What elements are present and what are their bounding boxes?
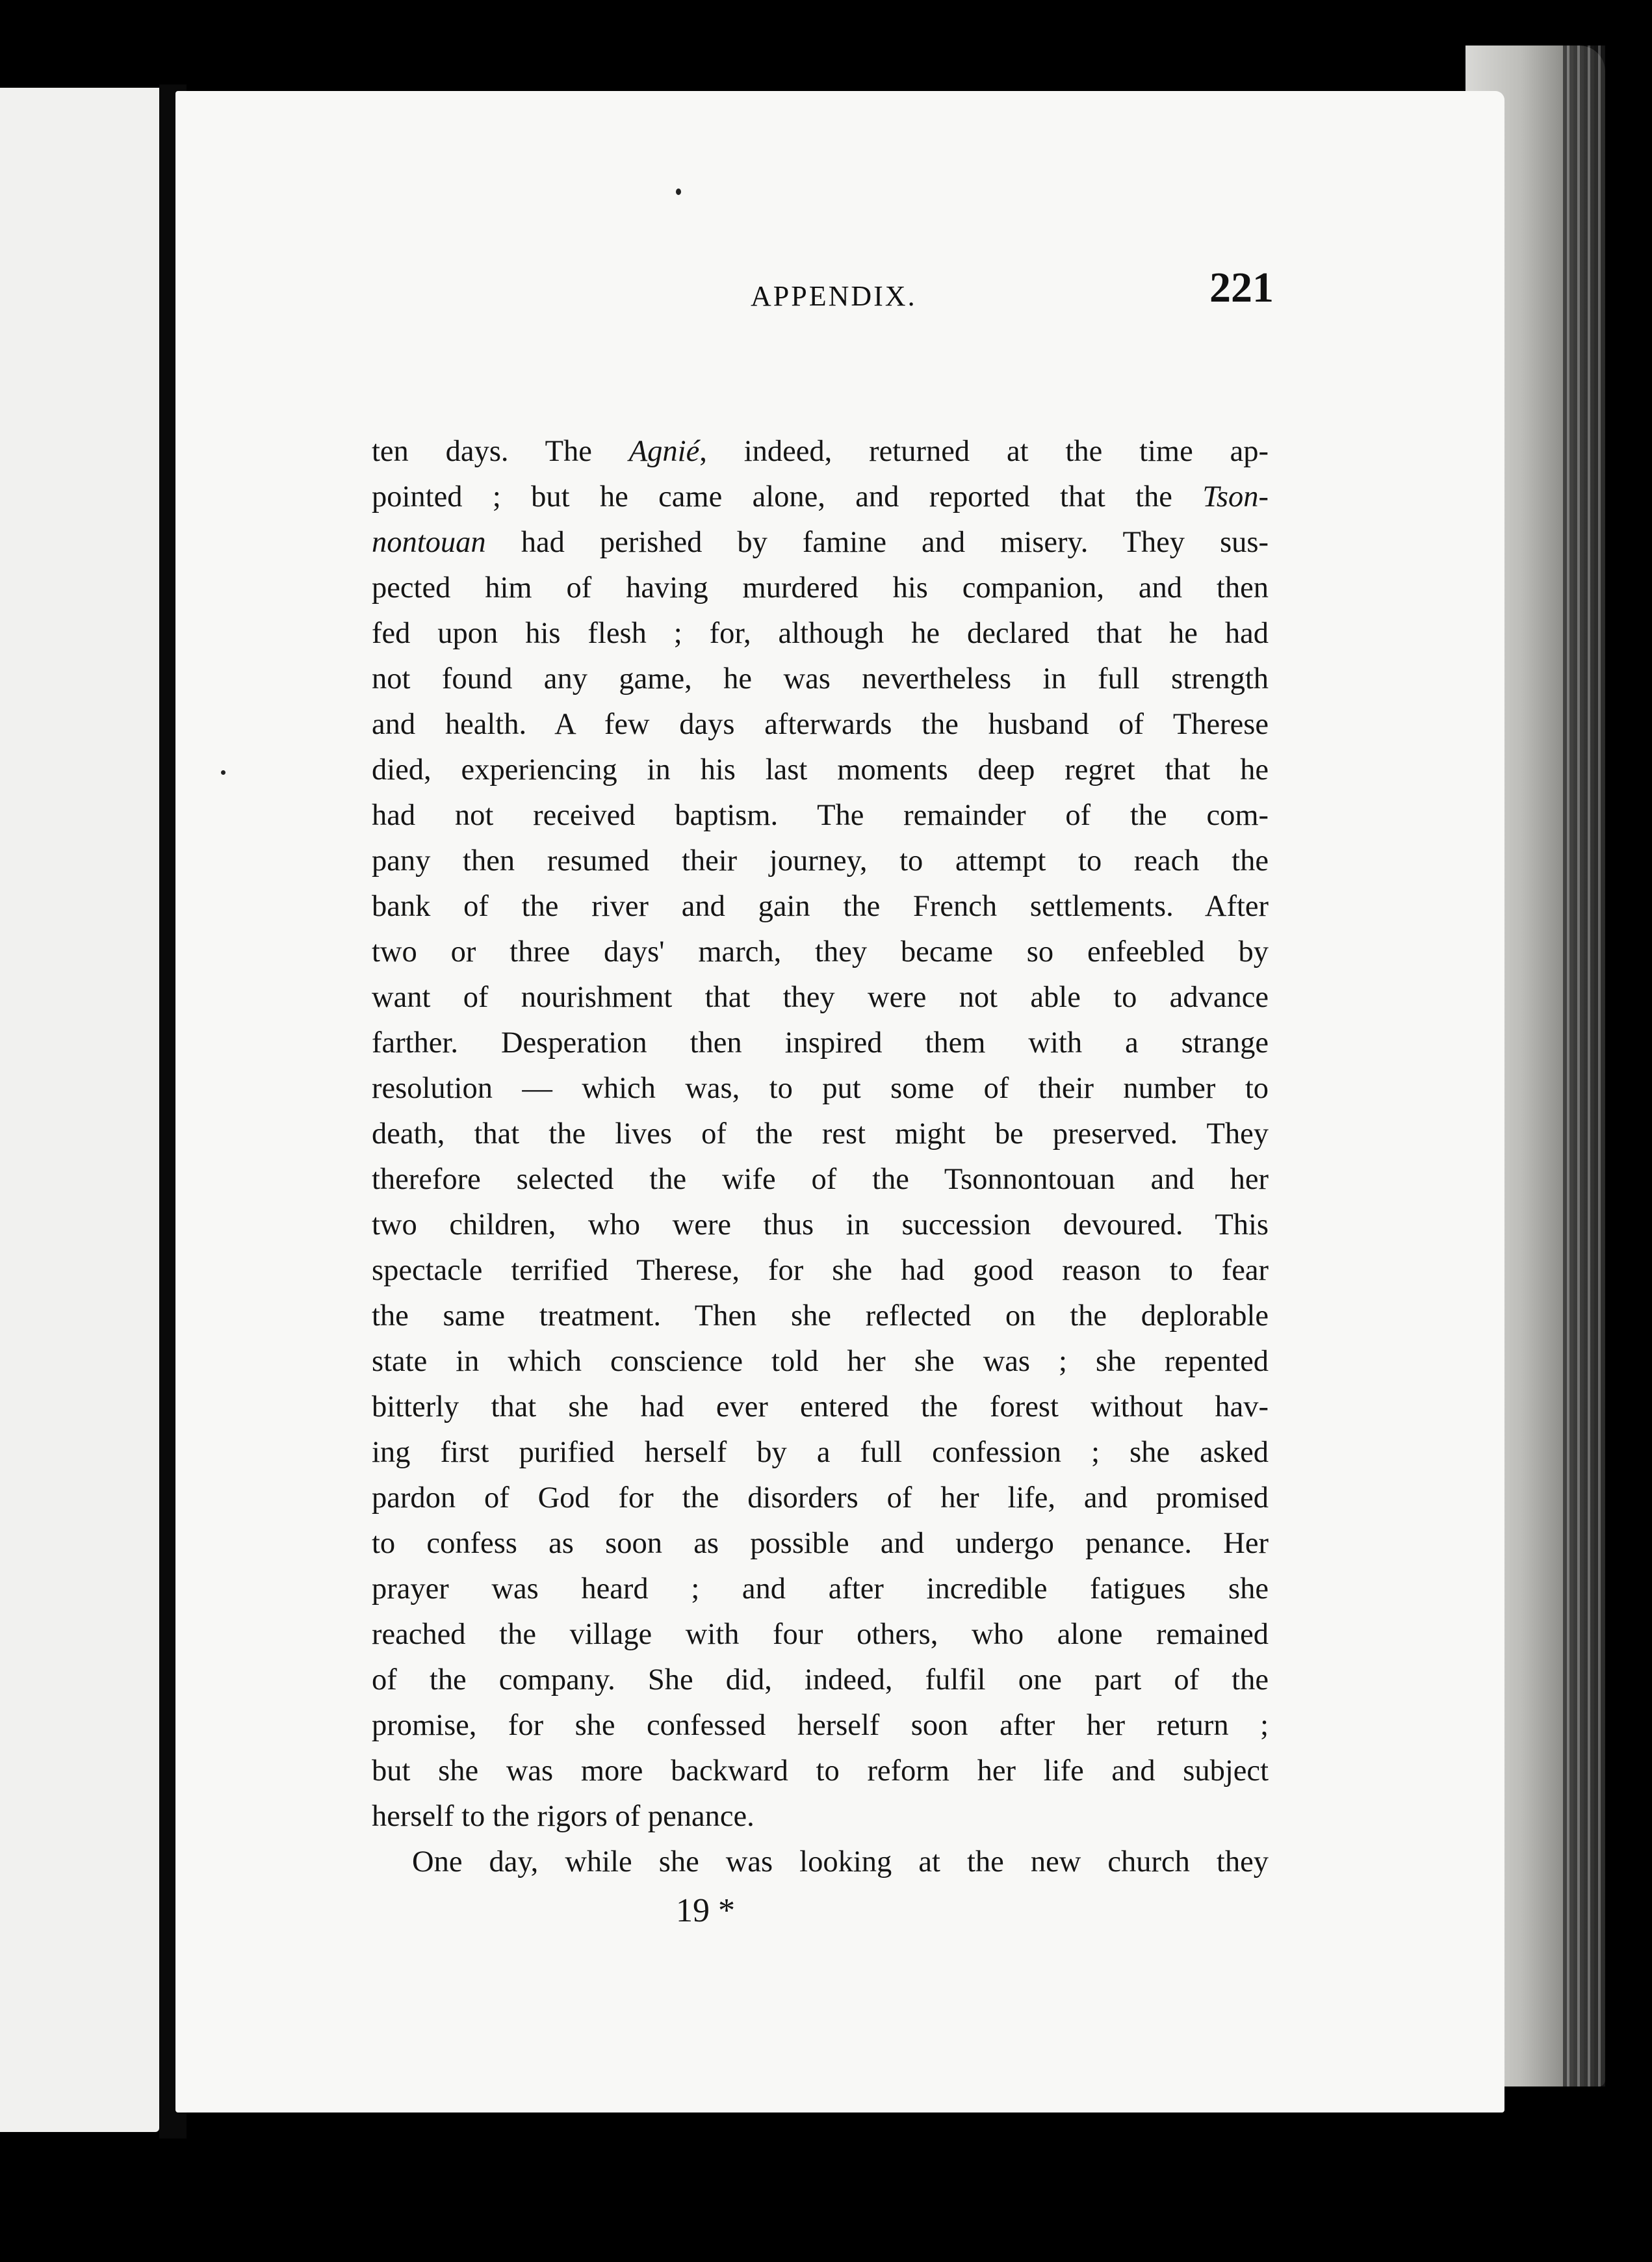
facing-page (0, 88, 159, 2132)
body-text (372, 429, 1269, 1885)
text-line (372, 748, 1269, 793)
text-segment: death, that the lives of the rest might be preserved. They (372, 1117, 1269, 1150)
text-line (372, 1794, 1269, 1840)
text-line (372, 1476, 1269, 1521)
text-segment: spectacle terrified Therese, for she had good reason to fear (372, 1254, 1269, 1287)
text-segment: bitterly that she had ever entered the forest without hav- (372, 1390, 1269, 1424)
text-line (372, 1066, 1269, 1112)
text-segment: and health. A few days afterwards the husband of Therese (372, 708, 1269, 741)
italic-word: Agnié (628, 435, 700, 468)
text-line (372, 1521, 1269, 1566)
text-segment: had perished by famine and misery. They sus- (485, 526, 1269, 559)
text-segment: therefore selected the wife of the Tsonnontouan and her (372, 1163, 1269, 1196)
text-segment: herself to the rigors of penance. (372, 1800, 755, 1833)
text-segment: state in which conscience told her she was ; she repented (372, 1345, 1269, 1378)
italic-word: nontouan (372, 526, 486, 559)
text-line (372, 1703, 1269, 1748)
ink-speck (221, 770, 226, 775)
text-line (372, 1020, 1269, 1066)
text-segment: died, experiencing in his last moments deep regret that he (372, 753, 1269, 786)
text-segment: , indeed, returned at the time ap- (699, 435, 1269, 468)
text-line (372, 656, 1269, 702)
signature-mark: 19 * (676, 1892, 735, 1929)
text-line (372, 702, 1269, 748)
text-segment: not found any game, he was nevertheless in full strength (372, 662, 1269, 696)
text-line (372, 1658, 1269, 1703)
running-head (195, 263, 1274, 335)
text-line (372, 1612, 1269, 1658)
ink-speck (676, 188, 681, 195)
text-segment: of the company. She did, indeed, fulfil one part of the (372, 1663, 1269, 1696)
text-line (372, 884, 1269, 930)
text-segment: pany then resumed their journey, to attempt to reach the (372, 844, 1269, 878)
text-line (372, 1202, 1269, 1248)
text-segment: bank of the river and gain the French settlements. After (372, 890, 1269, 923)
text-line (372, 1840, 1269, 1885)
text-line (372, 474, 1269, 520)
text-segment: to confess as soon as possible and undergo penance. Her (372, 1527, 1269, 1560)
running-head-title: APPENDIX. (751, 280, 917, 312)
page-number: 221 (1209, 264, 1274, 311)
text-segment: the same treatment. Then she reflected on the deplorable (372, 1299, 1269, 1332)
text-line (372, 1294, 1269, 1339)
text-line (372, 1566, 1269, 1612)
text-segment: had not received baptism. The remainder of the com- (372, 799, 1269, 832)
text-segment: pointed ; but he came alone, and reported that the (372, 480, 1203, 514)
text-line (372, 1430, 1269, 1476)
text-line (372, 429, 1269, 474)
text-segment: pected him of having murdered his companion, and then (372, 571, 1269, 604)
text-line (372, 1157, 1269, 1202)
text-segment: want of nourishment that they were not able to advance (372, 981, 1269, 1014)
text-segment: resolution — which was, to put some of their number to (372, 1072, 1269, 1105)
text-line (372, 611, 1269, 656)
text-line (372, 930, 1269, 975)
text-segment: but she was more backward to reform her life and subject (372, 1754, 1269, 1788)
text-line (372, 838, 1269, 884)
text-segment: farther. Desperation then inspired them with a strange (372, 1026, 1269, 1060)
text-segment: One day, while she was looking at the new church they (412, 1845, 1269, 1878)
text-segment: promise, for she confessed herself soon after her return ; (372, 1709, 1269, 1742)
text-segment: prayer was heard ; and after incredible fatigues she (372, 1572, 1269, 1606)
text-line (372, 1112, 1269, 1157)
text-line (372, 793, 1269, 838)
text-line (372, 1384, 1269, 1430)
text-segment: two or three days' march, they became so enfeebled by (372, 935, 1269, 968)
text-line (372, 566, 1269, 611)
text-line (372, 1748, 1269, 1794)
text-line (372, 975, 1269, 1020)
text-segment: pardon of God for the disorders of her life, and promised (372, 1481, 1269, 1514)
text-segment: ing first purified herself by a full confession ; she asked (372, 1436, 1269, 1469)
text-segment: two children, who were thus in succession devoured. This (372, 1208, 1269, 1242)
text-line (372, 1339, 1269, 1384)
italic-word: Tson- (1202, 480, 1269, 514)
text-segment: reached the village with four others, who alone remained (372, 1618, 1269, 1651)
text-line (372, 1248, 1269, 1294)
text-segment: fed upon his flesh ; for, although he declared that he had (372, 617, 1269, 650)
text-line (372, 520, 1269, 566)
text-segment: ten days. The (372, 435, 629, 468)
